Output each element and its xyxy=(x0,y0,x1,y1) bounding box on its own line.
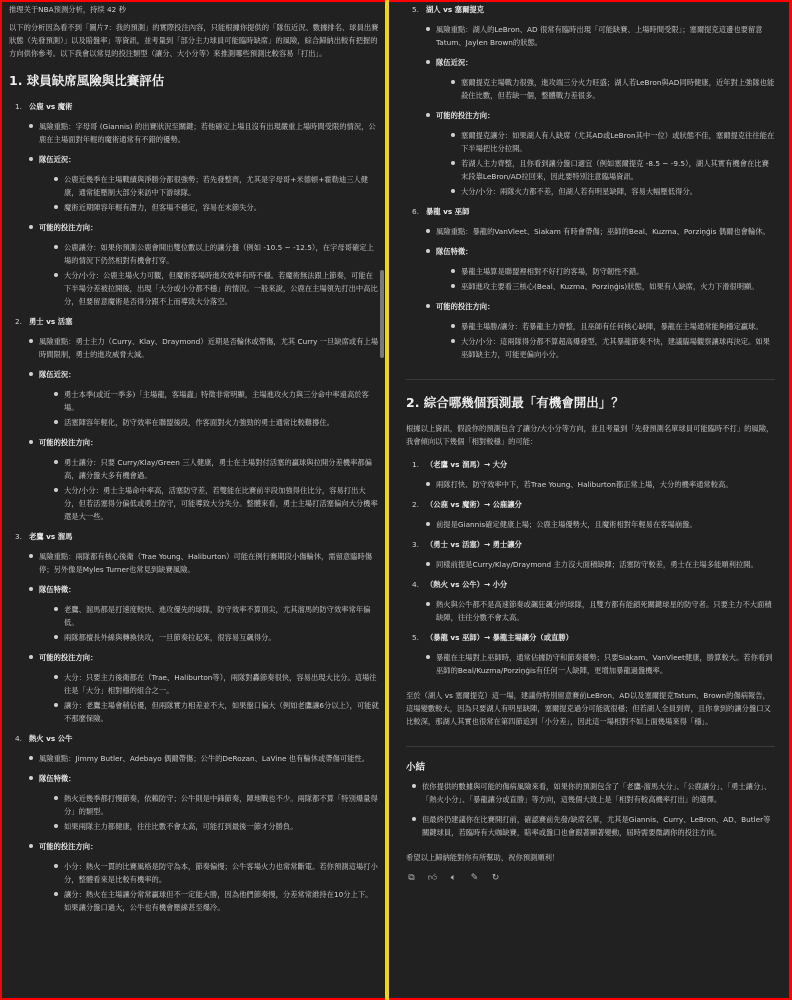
subheading: 隊伍近況： xyxy=(39,370,76,379)
list-item: 勇士讓分：只要 Curry/Klay/Green 三人健康，勇士在主場對付活塞的贏球與拉開分差機率都偏高，讓分盤大多有機會過。 xyxy=(52,456,379,482)
game-number: 6. xyxy=(412,207,419,216)
list-item: 熱火近幾季都打慢節奏，依賴防守；公牛則是中鋒節奏，陣地戰也不少。兩隊都不算「特別爆量得分」的類型。 xyxy=(52,792,379,818)
game-block-1 xyxy=(9,100,379,308)
pick-number: 5. xyxy=(412,633,419,642)
subheading: 隊伍近況： xyxy=(39,155,76,164)
divider-line xyxy=(406,379,775,380)
list-item: 大分/小分：公鹿主場火力可觀，但魔術客場時進攻效率有時不穩。若魔術無法跟上節奏，可能在下半場分差被拉開後，出現「大分或小分都不穩」的情況。一般來說，公鹿在主場領先打出中高比分，但要留意魔術是否得分跟不上而導致大分落空。 xyxy=(52,269,379,308)
list-item: 風險重點：湖人的LeBron、AD 很常有臨時出現「可能缺賽、上場時間受限」；塞爾提克這邊也要留意Tatum、Jaylen Brown的狀態。 xyxy=(424,23,775,49)
game-block-2 xyxy=(9,315,379,523)
game-block-5 xyxy=(406,3,775,198)
list-item: 同樣前提是Curry/Klay/Draymond 主力沒大面積缺陣；活塞防守較差，勇士在主場多能順利拉開。 xyxy=(424,558,775,571)
game-number: 5. xyxy=(412,5,419,14)
list-item: 風險重點：勇士主力（Curry、Klay、Draymond）近期是否輪休或帶傷，尤其 Curry 一旦缺席或有上場時間限制，勇士的進攻威脅大減。 xyxy=(27,335,379,361)
game-title: 熱火 vs 公牛 xyxy=(29,734,73,743)
list-item: 兩隊都擅長外線與轉換快攻，一旦節奏拉起來，很容易互飆得分。 xyxy=(52,631,379,644)
pick-number: 3. xyxy=(412,540,419,549)
edit-icon[interactable]: ✎ xyxy=(470,873,479,883)
subheading: 隊伍特徵： xyxy=(39,585,76,594)
divider-line xyxy=(406,746,775,747)
game-number: 3. xyxy=(15,532,22,541)
regenerate-icon[interactable]: ↻ xyxy=(491,873,500,883)
pick-5 xyxy=(406,631,775,677)
list-item: 活塞陣容年輕化，防守效率在聯盟後段，作客面對火力強勁的勇士通常比較難撐住。 xyxy=(52,416,379,429)
game-block-4 xyxy=(9,732,379,914)
list-item: 前提是Giannis確定健康上場；公鹿主場優勢大，且魔術相對年輕易在客場崩盤。 xyxy=(424,518,775,531)
list-item: 若湖人主力齊整，且你看到讓分盤口適宜（例如塞爾提克 -8.5 ~ -9.5），湖人其實有機會在比賽末段靠LeBron/AD拉回來，因此要特別注意臨場資訊。 xyxy=(449,157,775,183)
pick-4 xyxy=(406,578,775,624)
closing-text: 希望以上歸納能對你有所幫助，祝你預測順利！ xyxy=(406,853,560,862)
list-item: 兩隊打快、防守效率中下，若Trae Young、Haliburton都正常上場，大分的機率通常較高。 xyxy=(424,478,775,491)
game-title: 勇士 vs 活塞 xyxy=(29,317,73,326)
list-item: 讓分：老鷹主場會稍佔優，但兩隊實力相差並不大，如果盤口偏大（例如老鷹讓6分以上），可能就不那麼保險。 xyxy=(52,699,379,725)
game-block-3 xyxy=(9,530,379,725)
list-item: 大分：只要主力後衛都在（Trae、Haliburton等），兩隊對轟節奏很快，容易出現大比分。這場往往是「大分」相對穩的組合之一。 xyxy=(52,671,379,697)
list-item: 大分/小分：兩隊火力都不差，但湖人若有明星缺陣，容易大幅壓低得分。 xyxy=(449,185,775,198)
subheading: 可能的投注方向： xyxy=(436,302,495,311)
list-item: 巫師進攻主要看三核心(Beal、Kuzma、Porziņģis)狀態，如果有人缺席，火力下滑很明顯。 xyxy=(449,280,775,293)
section-heading-1: 1. 球員缺席風險與比賽評估 xyxy=(9,73,165,88)
list-item: 老鷹、溜馬都是打速度較快、進攻優先的球隊，防守效率不算頂尖，尤其溜馬的防守效率常年偏低。 xyxy=(52,603,379,629)
subheading: 隊伍近況： xyxy=(436,58,473,67)
list-item: 風險重點：字母哥 (Giannis) 的出賽狀況至關鍵；若他確定上場且沒有出現嚴重上場時間受限的情況，公鹿在主場面對年輕的魔術通常有不錯的優勢。 xyxy=(27,120,379,146)
list-item: 大分/小分：這兩隊得分都不算超高爆發型，尤其暴龍節奏不快，建議臨場觀察讓球再決定。如果巫師缺主力，可能更偏向小分。 xyxy=(449,335,775,361)
game-title: 老鷹 vs 溜馬 xyxy=(29,532,73,541)
copy-icon[interactable]: ⧉ xyxy=(408,873,415,883)
pick-3 xyxy=(406,538,775,571)
subheading: 隊伍特徵： xyxy=(436,247,473,256)
list-item: 但最終仍建議你在比賽開打前，確認賽前先發/缺席名單，尤其是Giannis、Curry、LeBron、AD、Butler等關鍵球員，若臨時有大咖缺賽，賠率或盤口也會跟著顯著變動，屆時需要微調你的投注方向。 xyxy=(410,813,775,839)
game-number: 4. xyxy=(15,734,22,743)
subheading: 可能的投注方向： xyxy=(39,223,98,232)
speaker-icon[interactable]: 🔈︎ xyxy=(450,873,457,883)
list-item: 風險重點：兩隊都有核心後衛（Trae Young、Haliburton）可能在例行賽期段小傷輪休，需留意臨時傷停；另外像是Myles Turner也常見到缺賽風險。 xyxy=(27,550,379,576)
pick-1 xyxy=(406,458,775,491)
pick-title: （勇士 vs 活塞）→ 勇士讓分 xyxy=(426,540,522,549)
summary-heading: 小結 xyxy=(406,762,426,773)
list-item: 風險重點：Jimmy Butler、Adebayo 偶爾帶傷；公牛的DeRozan、LaVine 也有輪休或帶傷可能性。 xyxy=(27,752,379,765)
subheading: 可能的投注方向： xyxy=(39,653,98,662)
paragraph: 根據以上資訊，假設你的預測包含了讓分/大小分等方向，並且考量到「先發預測名單球員可能臨時不打」的風險，我會傾向以下幾個「相對較穩」的可能： xyxy=(406,424,774,446)
subheading: 可能的投注方向： xyxy=(39,842,98,851)
game-block-6 xyxy=(406,205,775,361)
pick-number: 4. xyxy=(412,580,419,589)
list-item: 熱火與公牛都不是高速節奏或飆狂飆分的球隊，且雙方都有能鎖死關鍵球星的防守者。只要主力不大面積缺陣，往往分數不會太高。 xyxy=(424,598,775,624)
pick-number: 1. xyxy=(412,460,419,469)
list-item: 大分/小分：勇士主場命中率高，活塞防守差，若雙能在比賽前半段加強得住比分，容易打出大分，但若活塞得分偏低或勇士防守，可能導致大分失分。整體來看，勇士主場打活塞偏向大分機率還是大一些。 xyxy=(52,484,379,523)
message-toolbar xyxy=(406,872,775,885)
subheading: 可能的投注方向： xyxy=(39,438,98,447)
list-item: 公鹿讓分：如果你預測公鹿會開出雙位數以上的讓分盤（例如 -10.5 ~ -12.5），在字母哥確定上場的情況下仍然相對有機會打穿。 xyxy=(52,241,379,267)
scrollbar-thumb[interactable] xyxy=(380,270,384,358)
intro-paragraph: 以下的分析因為看不到「圖片7：我的預測」的實際投注內容，只能根據你提供的「隊伍近況、數據排名、球員出賽狀態（先發預測）」以及賠盤率」等資訊，並考量到「部分主力球員可能臨時缺席」的風險，綜合歸納出較有把握的方向供你參考。以下我會以常見的投注類型（讓分、大小分等）來推測哪些預測比較容易「打出」。 xyxy=(9,23,379,58)
list-item: 風險重點：暴龍的VanVleet、Siakam 有時會帶傷；巫師的Beal、Kuzma、Porziņģis 偶爾也會輪休。 xyxy=(424,225,775,238)
pick-title: （熱火 vs 公牛）→ 小分 xyxy=(426,580,508,589)
game-number: 2. xyxy=(15,317,22,326)
list-item: 如果兩隊主力都健康，往往比數不會太高，可能打到最後一節才分勝負。 xyxy=(52,820,379,833)
paragraph: 至於（湖人 vs 塞爾提克）這一場，建議你特別留意賽前LeBron、AD以及塞爾提克Tatum、Brown的傷病報告，這場變數較大，因為只要湖人有明星缺陣，塞爾提克過分可能就很穩；但若湖人全員到齊，且你拿到的讓分盤口又比較深，那湖人其實也很常在第四節追到「小分差」，因此這一場相對不如上面幾場來得「穩」。 xyxy=(406,691,771,726)
list-item: 小分：熱火一貫的比賽風格是防守為本，節奏偏慢；公牛客場火力也常常斷電。若你預測這場打小分，整體看來是比較有機率的。 xyxy=(52,860,379,886)
game-title: 暴龍 vs 巫師 xyxy=(426,207,470,216)
game-title: 公鹿 vs 魔術 xyxy=(29,102,73,111)
list-item: 暴龍在主場對上巫師時，通常佔據防守和節奏優勢；只要Siakam、VanVleet健康，勝算較大。若你看到巫師的Beal/Kuzma/Porziņģis有任何一人缺陣，更增加暴龍過盤機率。 xyxy=(424,651,775,677)
left-panel xyxy=(2,2,385,998)
pick-title: （老鷹 vs 溜馬）→ 大分 xyxy=(426,460,508,469)
pick-number: 2. xyxy=(412,500,419,509)
reasoning-header[interactable]: 推理关于NBA预测分析，持续 42 秒 xyxy=(9,5,126,14)
list-item: 暴龍主場算是聯盟裡相對不好打的客場，防守韌性不錯。 xyxy=(449,265,775,278)
pick-title: （公鹿 vs 魔術）→ 公鹿讓分 xyxy=(426,500,522,509)
thumb-up-icon[interactable]: 👍︎ xyxy=(427,873,438,883)
right-panel xyxy=(389,2,789,998)
list-item: 依你提供的數據與可能的傷病風險來看，如果你的預測包含了「老鷹-溜馬大分」、「公鹿讓分」、「勇士讓分」、「熱火小分」、「暴龍讓分或直勝」等方向，這幾個大致上是「相對有較高機率打出」的選擇。 xyxy=(410,780,775,806)
game-number: 1. xyxy=(15,102,22,111)
game-title: 湖人 vs 塞爾提克 xyxy=(426,5,484,14)
pick-title: （暴龍 vs 巫師）→ 暴龍主場讓分（或直勝） xyxy=(426,633,573,642)
section-heading-2: 2. 綜合哪幾個預測最「有機會開出」？ xyxy=(406,395,624,410)
pick-2 xyxy=(406,498,775,531)
subheading: 可能的投注方向： xyxy=(436,111,495,120)
list-item: 讓分：熱火在主場讓分常常贏球但不一定能大勝，因為他們節奏慢，分差常常維持在10分上下。如果讓分盤口過大，公牛也有機會壓線甚至爆冷。 xyxy=(52,888,379,914)
subheading: 隊伍特徵： xyxy=(39,774,76,783)
list-item: 公鹿近幾季在主場戰績與淨勝分都很強勢；若先發整齊，尤其是字母哥+米德頓+霍勒迪三人健康，通常能壓制大部分來訪中下游球隊。 xyxy=(52,173,379,199)
list-item: 魔術近期陣容年輕有潛力，但客場不穩定，容易在末節失分。 xyxy=(52,201,379,214)
list-item: 勇士本季(或近一季多)「主場龍，客場蟲」特徵非常明顯，主場進攻火力與三分命中率遠高於客場。 xyxy=(52,388,379,414)
list-item: 塞爾提克主場戰力很強，進攻端三分火力旺盛；湖人若LeBron與AD同時健康，近年對上強隊也能殺住比數，但若缺一個，整體戰力差很多。 xyxy=(449,76,775,102)
list-item: 暴龍主場勝/讓分：若暴龍主力齊整，且巫師有任何核心缺陣，暴龍在主場通常能夠穩定贏球。 xyxy=(449,320,775,333)
list-item: 塞爾提克讓分：如果湖人有人缺席（尤其AD或LeBron其中一位）或狀態不佳，塞爾提克往往能在下半場把比分拉開。 xyxy=(449,129,775,155)
